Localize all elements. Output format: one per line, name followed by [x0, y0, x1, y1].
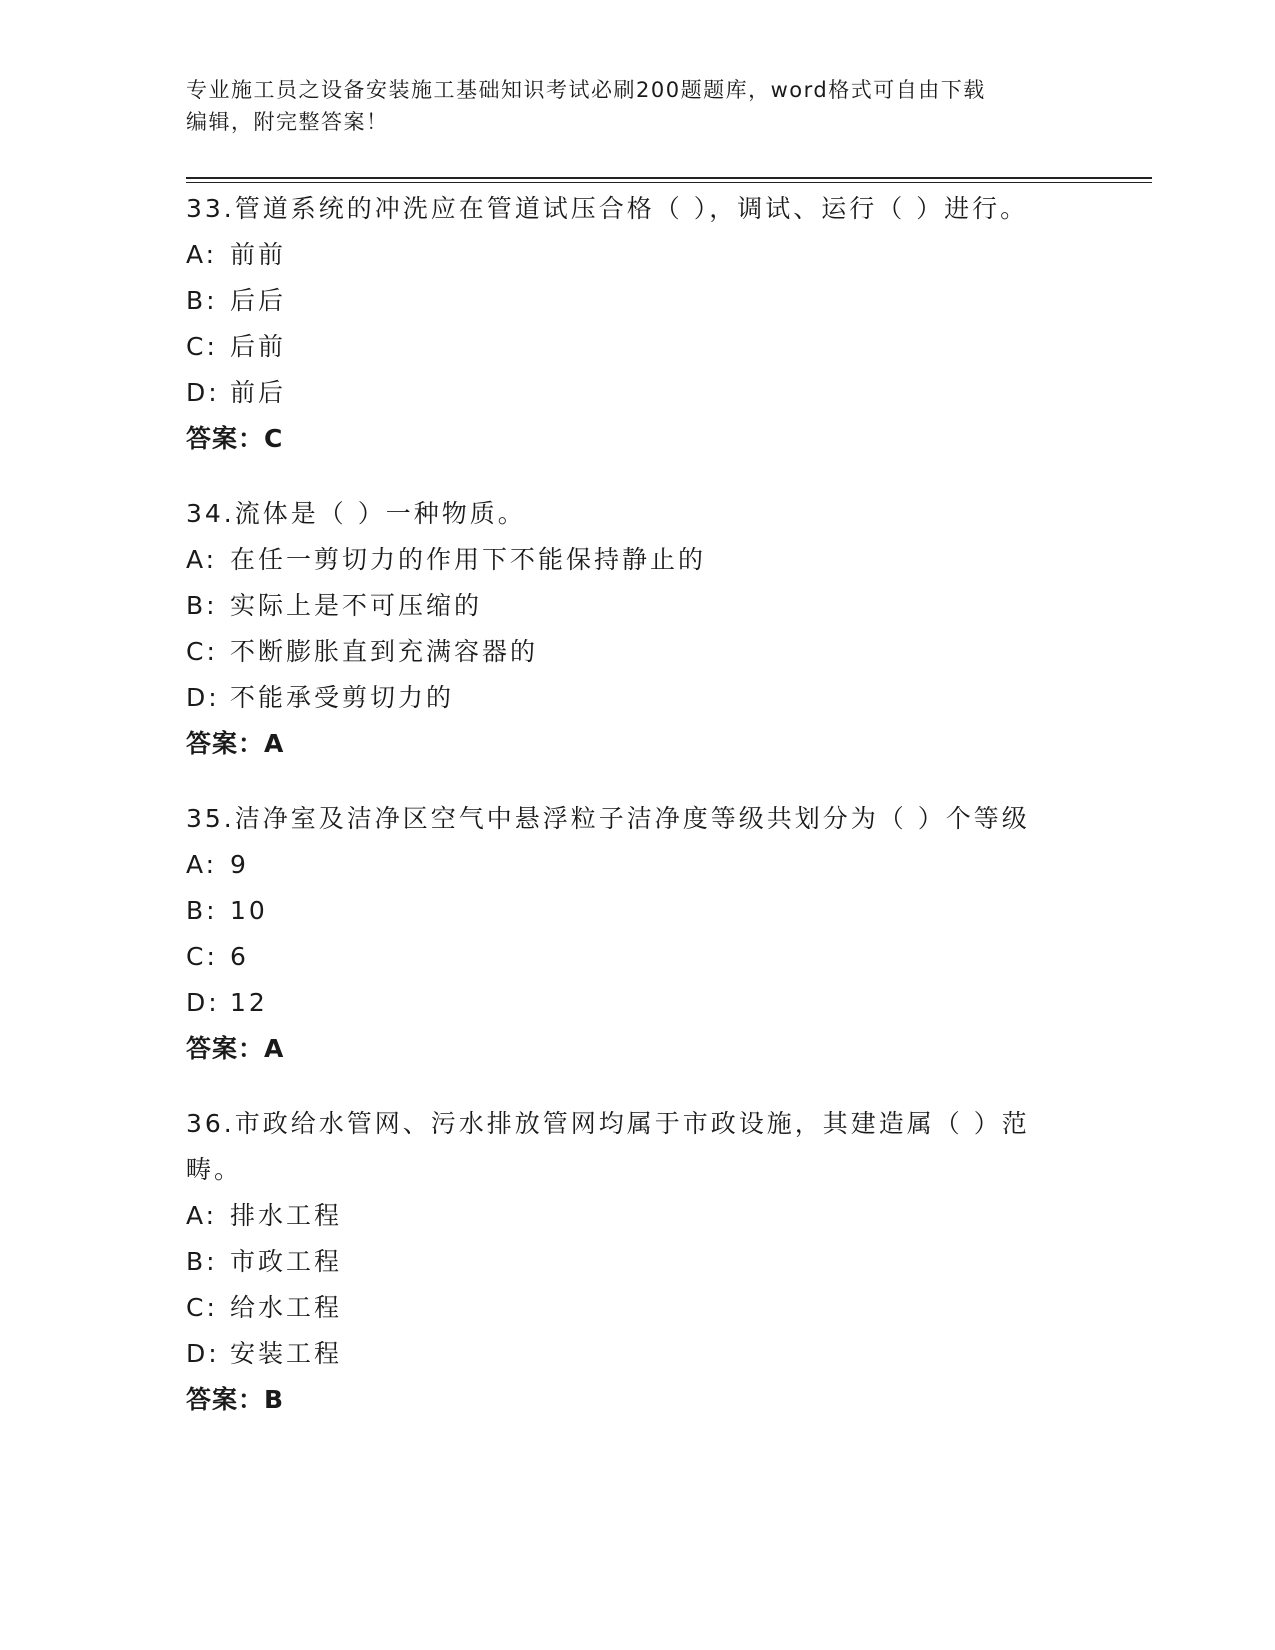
option-c: [186, 934, 1066, 980]
document-header: [186, 74, 1066, 138]
option-letter: C:: [186, 942, 218, 971]
option-letter: D:: [186, 1339, 220, 1368]
option-text: 市政工程: [230, 1247, 343, 1276]
question-stem: 35.洁净室及洁净区空气中悬浮粒子洁净度等级共划分为（ ）个等级: [186, 804, 1030, 833]
option-b: [186, 888, 1066, 934]
option-text: 后后: [230, 286, 287, 315]
option-letter: D:: [186, 378, 220, 407]
option-text: 安装工程: [230, 1339, 343, 1368]
question-34: [186, 491, 1066, 767]
option-c: [186, 324, 1066, 370]
option-letter: A:: [186, 850, 218, 879]
option-text: 后前: [230, 332, 287, 361]
option-letter: D:: [186, 988, 220, 1017]
option-a: [186, 232, 1066, 278]
option-b: [186, 1239, 1066, 1285]
question-stem: 33.管道系统的冲洗应在管道试压合格（ ），调试、运行（ ）进行。: [186, 194, 1029, 223]
option-letter: A:: [186, 545, 218, 574]
option-text: 给水工程: [230, 1293, 343, 1322]
question-36: [186, 1101, 1066, 1423]
header-line-1: 专业施工员之设备安装施工基础知识考试必刷200题题库，word格式可自由下载: [186, 78, 986, 102]
option-letter: C:: [186, 1293, 218, 1322]
option-b: [186, 278, 1066, 324]
question-stem: 34.流体是（ ）一种物质。: [186, 499, 526, 528]
option-a: [186, 842, 1066, 888]
option-letter: D:: [186, 683, 220, 712]
answer-line: 答案：A: [186, 1034, 285, 1063]
option-text: 6: [230, 942, 249, 971]
answer-line: 答案：C: [186, 424, 284, 453]
question-35: [186, 796, 1066, 1072]
option-text: 9: [230, 850, 249, 879]
option-text: 12: [230, 988, 268, 1017]
question-stem: 36.市政给水管网、污水排放管网均属于市政设施，其建造属（ ）范畴。: [186, 1109, 1030, 1184]
header-line-2: 编辑，附完整答案！: [186, 110, 389, 134]
option-text: 前前: [230, 240, 287, 269]
option-b: [186, 583, 1066, 629]
option-d: [186, 370, 1066, 416]
answer-line: 答案：A: [186, 729, 285, 758]
option-letter: C:: [186, 332, 218, 361]
option-text: 不断膨胀直到充满容器的: [230, 637, 539, 666]
option-c: [186, 1285, 1066, 1331]
question-33: [186, 186, 1066, 462]
option-a: [186, 1193, 1066, 1239]
option-text: 实际上是不可压缩的: [230, 591, 483, 620]
option-text: 前后: [230, 378, 287, 407]
option-letter: B:: [186, 286, 218, 315]
option-text: 不能承受剪切力的: [230, 683, 455, 712]
option-letter: B:: [186, 591, 218, 620]
option-letter: A:: [186, 1201, 218, 1230]
option-letter: A:: [186, 240, 218, 269]
option-text: 10: [230, 896, 268, 925]
option-letter: B:: [186, 896, 218, 925]
option-text: 排水工程: [230, 1201, 343, 1230]
option-d: [186, 1331, 1066, 1377]
option-a: [186, 537, 1066, 583]
option-letter: C:: [186, 637, 218, 666]
answer-line: 答案：B: [186, 1385, 285, 1414]
header-divider-thick: [186, 177, 1152, 179]
option-text: 在任一剪切力的作用下不能保持静止的: [230, 545, 707, 574]
header-divider-thin: [186, 182, 1152, 183]
option-letter: B:: [186, 1247, 218, 1276]
option-d: [186, 675, 1066, 721]
option-d: [186, 980, 1066, 1026]
option-c: [186, 629, 1066, 675]
